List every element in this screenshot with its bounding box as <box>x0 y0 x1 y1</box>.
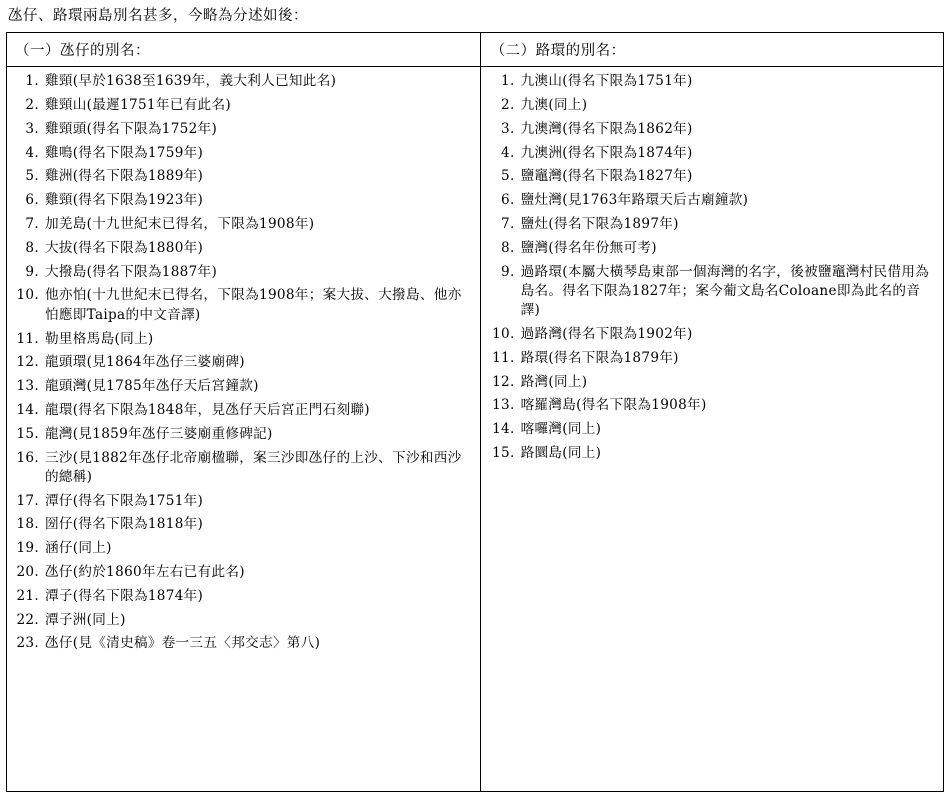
list-item-text: 九澳(同上) <box>520 97 588 114</box>
list-item <box>15 353 474 372</box>
list-item-text: 路灣(同上) <box>520 373 588 390</box>
list-item-number: 5. <box>501 168 515 185</box>
list-item-number: 4. <box>501 144 515 161</box>
list-item <box>491 191 937 210</box>
list-item-text: 龍灣(見1859年氹仔三婆廟重修碑記) <box>45 425 273 442</box>
list-item-text: 路圜島(同上) <box>520 445 602 462</box>
list-item-number: 5. <box>25 168 39 185</box>
list-item <box>15 191 474 210</box>
list-item-number: 12. <box>16 354 39 371</box>
list-item-number: 9. <box>25 263 39 280</box>
list-item-text: 九澳洲(得名下限為1874年) <box>520 144 693 161</box>
list-item-text: 鹽灣(得名年份無可考) <box>520 239 657 256</box>
list-item-number: 15. <box>492 445 515 462</box>
list-item-text: 潭仔(得名下限為1751年) <box>45 492 204 509</box>
list-item-text: 大拔(得名下限為1880年) <box>45 239 204 256</box>
list-item-number: 8. <box>501 239 515 256</box>
list-item-number: 7. <box>25 216 39 233</box>
list-item-number: 1. <box>25 73 39 90</box>
list-item-text: 他亦怕(十九世紀末已得名，下限為1908年；案大拔、大撥島、他亦怕應即Taipa的中文音譯) <box>45 287 462 323</box>
list-item-number: 3. <box>25 120 39 137</box>
list-item-number: 13. <box>492 397 515 414</box>
list-item <box>15 401 474 420</box>
list-item-number: 11. <box>16 330 39 347</box>
list-item <box>15 449 474 488</box>
list-item-text: 雞頸(早於1638至1639年，義大利人已知此名) <box>45 73 337 90</box>
list-item-text: 勒里格馬島(同上) <box>45 330 154 347</box>
list-item-text: 過路灣(得名下限為1902年) <box>520 326 693 343</box>
list-item-number: 17. <box>16 492 39 509</box>
list-item <box>15 377 474 396</box>
column-coloane <box>481 67 943 791</box>
list-item-text: 鹽灶灣(見1763年路環天后古廟鐘款) <box>520 192 749 209</box>
list-item-number: 4. <box>25 144 39 161</box>
list-item <box>15 563 474 582</box>
list-item <box>15 167 474 186</box>
list-item-text: 喀羅灣島(得名下限為1908年) <box>520 397 707 414</box>
list-item <box>491 72 937 91</box>
list-item-text: 潭子(得名下限為1874年) <box>45 587 204 604</box>
list-item <box>15 215 474 234</box>
list-item-number: 14. <box>16 401 39 418</box>
list-item-number: 19. <box>16 540 39 557</box>
list-item-text: 涵仔(同上) <box>45 540 112 557</box>
list-item <box>491 325 937 344</box>
list-item-number: 14. <box>492 421 515 438</box>
list-item-text: 潭子洲(同上) <box>45 611 126 628</box>
list-item-text: 龍頭灣(見1785年氹仔天后宮鐘款) <box>45 378 259 395</box>
list-item <box>491 373 937 392</box>
list-item-text: 大撥島(得名下限為1887年) <box>45 263 218 280</box>
column-header-taipa: （一）氹仔的別名： <box>7 33 481 66</box>
list-item-number: 22. <box>16 611 39 628</box>
coloane-alias-list <box>491 72 937 463</box>
list-item <box>15 239 474 258</box>
column-header-coloane: （二）路環的別名： <box>490 43 626 60</box>
list-item-number: 13. <box>16 378 39 395</box>
list-item <box>15 120 474 139</box>
list-item <box>15 72 474 91</box>
list-item <box>491 420 937 439</box>
list-item-text: 九澳灣(得名下限為1862年) <box>520 120 693 137</box>
list-item-number: 6. <box>501 192 515 209</box>
list-item-number: 21. <box>16 587 39 604</box>
list-item <box>491 349 937 368</box>
list-item-text: 氹仔(約於1860年左右已有此名) <box>45 564 245 581</box>
list-item-number: 23. <box>16 635 39 652</box>
list-item <box>15 492 474 511</box>
column-taipa <box>7 67 481 791</box>
list-item <box>15 96 474 115</box>
list-item <box>15 425 474 444</box>
list-item-text: 加羌島(十九世紀末已得名，下限為1908年) <box>45 216 315 233</box>
list-item-text: 九澳山(得名下限為1751年) <box>520 73 693 90</box>
list-item <box>15 330 474 349</box>
list-item <box>491 263 937 321</box>
list-item-text: 雞鳴(得名下限為1759年) <box>45 144 204 161</box>
list-item <box>491 120 937 139</box>
list-item-number: 3. <box>501 120 515 137</box>
list-item-number: 10. <box>16 287 39 304</box>
list-item-text: 路環(得名下限為1879年) <box>520 349 679 366</box>
list-item-number: 6. <box>25 192 39 209</box>
list-item-number: 9. <box>501 263 515 280</box>
list-item-text: 三沙(見1882年氹仔北帝廟楹聯，案三沙即氹仔的上沙、下沙和西沙的總稱) <box>45 449 462 485</box>
list-item-text: 雞洲(得名下限為1889年) <box>45 168 204 185</box>
list-item <box>15 144 474 163</box>
list-item <box>15 539 474 558</box>
table-header-row <box>7 33 943 67</box>
taipa-alias-list <box>15 72 474 653</box>
aliases-table <box>6 32 944 792</box>
list-item <box>15 611 474 630</box>
list-item-number: 1. <box>501 73 515 90</box>
list-item-text: 雞頸頭(得名下限為1752年) <box>45 120 218 137</box>
list-item-number: 15. <box>16 425 39 442</box>
list-item <box>15 634 474 653</box>
list-item-number: 2. <box>25 97 39 114</box>
list-item <box>491 96 937 115</box>
list-item <box>15 587 474 606</box>
list-item-text: 龍頭環(見1864年氹仔三婆廟碑) <box>45 354 245 371</box>
list-item-text: 雞頸(得名下限為1923年) <box>45 192 204 209</box>
list-item-number: 16. <box>16 449 39 466</box>
list-item <box>491 215 937 234</box>
list-item-number: 20. <box>16 564 39 581</box>
list-item-text: 圀仔(得名下限為1818年) <box>45 516 204 533</box>
list-item-number: 8. <box>25 239 39 256</box>
list-item <box>15 286 474 325</box>
list-item-text: 喀囉灣(同上) <box>520 421 602 438</box>
list-item-text: 鹽灶(得名下限為1897年) <box>520 216 679 233</box>
list-item <box>491 167 937 186</box>
list-item <box>491 239 937 258</box>
list-item-number: 11. <box>492 349 515 366</box>
list-item <box>491 444 937 463</box>
list-item-text: 雞頸山(最遲1751年已有此名) <box>45 97 231 114</box>
table-body-row <box>7 67 943 791</box>
list-item <box>491 396 937 415</box>
list-item-number: 18. <box>16 516 39 533</box>
list-item <box>491 144 937 163</box>
list-item-text: 鹽竈灣(得名下限為1827年) <box>520 168 693 185</box>
list-item-number: 12. <box>492 373 515 390</box>
list-item-text: 過路環(本屬大橫琴島東部一個海灣的名字，後被鹽竈灣村民借用為島名。得名下限為1827年；案今葡文島名Coloane即為此名的音譯) <box>520 263 930 319</box>
list-item-text: 龍環(得名下限為1848年，見氹仔天后宮正門石刻聯) <box>45 401 370 418</box>
list-item-number: 10. <box>492 326 515 343</box>
list-item-number: 7. <box>501 216 515 233</box>
list-item-text: 氹仔(見《清史稿》卷一三五〈邦交志〉第八) <box>45 635 321 652</box>
list-item <box>15 515 474 534</box>
list-item-number: 2. <box>501 97 515 114</box>
intro-paragraph: 氹仔、路環兩島別名甚多，今略為分述如後： <box>8 8 308 24</box>
list-item <box>15 263 474 282</box>
